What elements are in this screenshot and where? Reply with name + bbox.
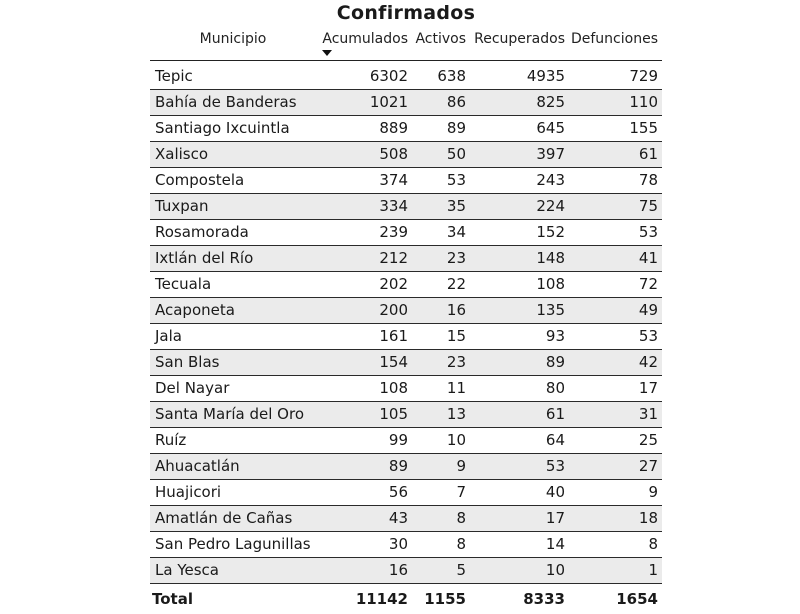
cell-acumulados: 105 [379,405,408,423]
cell-acumulados: 200 [379,301,408,319]
cell-defunciones: 17 [638,379,658,397]
table-row [150,402,662,428]
cell-acumulados: 202 [379,275,408,293]
cell-activos: 34 [446,223,466,241]
cell-defunciones: 61 [638,145,658,163]
col-header-municipio[interactable]: Municipio [199,31,267,47]
table-row [150,532,662,558]
cell-recuperados: 93 [545,327,565,345]
cell-acumulados: 374 [379,171,408,189]
table-row [150,350,662,376]
cell-municipio: La Yesca [155,561,219,579]
cell-acumulados: 89 [388,457,408,475]
cell-acumulados: 43 [388,509,408,527]
cell-recuperados: 17 [545,509,565,527]
table-total-row [150,584,662,612]
col-header-defunciones[interactable]: Defunciones [570,31,658,47]
cell-municipio: San Blas [155,353,220,371]
total-acumulados: 11142 [355,590,408,608]
cell-municipio: Xalisco [155,145,209,163]
cell-defunciones: 729 [629,67,658,85]
cell-municipio: Del Nayar [155,379,230,397]
col-header-recuperados[interactable]: Recuperados [474,31,565,47]
table-row [150,376,662,402]
cell-activos: 50 [446,145,466,163]
cell-municipio: Huajicori [155,483,222,501]
cell-recuperados: 108 [536,275,565,293]
cell-defunciones: 25 [638,431,658,449]
table-row [150,428,662,454]
cell-defunciones: 53 [638,223,658,241]
cell-activos: 86 [446,93,466,111]
total-label: Total [152,590,193,608]
cell-activos: 8 [456,535,466,553]
table-row [150,142,662,168]
cell-defunciones: 1 [648,561,658,579]
cell-municipio: Santiago Ixcuintla [155,119,290,137]
cell-activos: 10 [446,431,466,449]
cell-recuperados: 53 [545,457,565,475]
total-activos: 1155 [424,590,466,608]
cell-recuperados: 152 [536,223,565,241]
cell-defunciones: 72 [638,275,658,293]
col-header-acumulados[interactable]: Acumulados [322,31,408,47]
cell-municipio: Ahuacatlán [155,457,240,475]
cell-municipio: San Pedro Lagunillas [155,535,311,553]
cell-recuperados: 10 [545,561,565,579]
table-row [150,90,662,116]
cell-defunciones: 49 [638,301,658,319]
cell-activos: 53 [446,171,466,189]
table-row [150,454,662,480]
cell-acumulados: 508 [379,145,408,163]
cell-recuperados: 14 [545,535,565,553]
table-row [150,246,662,272]
total-recuperados: 8333 [523,590,565,608]
table-row [150,64,662,90]
cell-activos: 5 [456,561,466,579]
cell-defunciones: 9 [648,483,658,501]
cell-municipio: Bahía de Banderas [155,93,297,111]
cell-acumulados: 30 [388,535,408,553]
cell-activos: 11 [446,379,466,397]
cell-acumulados: 889 [379,119,408,137]
cell-municipio: Ruíz [155,431,187,449]
cell-activos: 7 [456,483,466,501]
cell-acumulados: 108 [379,379,408,397]
cell-acumulados: 1021 [369,93,408,111]
cell-acumulados: 99 [388,431,408,449]
cell-recuperados: 89 [545,353,565,371]
cell-activos: 23 [446,353,466,371]
table-row [150,168,662,194]
cell-activos: 35 [446,197,466,215]
cell-activos: 89 [446,119,466,137]
cell-municipio: Compostela [155,171,245,189]
cell-recuperados: 224 [536,197,565,215]
cell-acumulados: 6302 [369,67,408,85]
cell-defunciones: 31 [638,405,658,423]
cell-activos: 13 [446,405,466,423]
cell-defunciones: 18 [638,509,658,527]
cell-municipio: Tuxpan [155,197,209,215]
cell-defunciones: 8 [648,535,658,553]
table-row [150,194,662,220]
table-row [150,558,662,584]
cell-acumulados: 154 [379,353,408,371]
cell-defunciones: 75 [638,197,658,215]
cell-recuperados: 40 [545,483,565,501]
cell-defunciones: 27 [638,457,658,475]
total-defunciones: 1654 [616,590,658,608]
table-row [150,298,662,324]
cell-recuperados: 397 [536,145,565,163]
cell-recuperados: 243 [536,171,565,189]
cell-recuperados: 135 [536,301,565,319]
cell-recuperados: 148 [536,249,565,267]
cell-defunciones: 53 [638,327,658,345]
cell-activos: 8 [456,509,466,527]
cell-recuperados: 80 [545,379,565,397]
table-row [150,116,662,142]
cell-municipio: Tepic [155,67,193,85]
table-row [150,506,662,532]
cell-defunciones: 78 [638,171,658,189]
table-row [150,272,662,298]
cell-municipio: Tecuala [155,275,212,293]
cell-activos: 16 [446,301,466,319]
table-header [150,26,662,61]
cell-municipio: Rosamorada [155,223,249,241]
cell-recuperados: 64 [545,431,565,449]
sort-descending-icon[interactable] [322,50,332,56]
table-body [150,64,662,584]
cell-activos: 23 [446,249,466,267]
cell-acumulados: 239 [379,223,408,241]
table-row [150,220,662,246]
cell-acumulados: 16 [388,561,408,579]
cell-municipio: Acaponeta [155,301,235,319]
cell-activos: 15 [446,327,466,345]
confirmados-table [150,0,662,612]
cell-municipio: Amatlán de Cañas [155,509,293,527]
table-row [150,324,662,350]
table-title: Confirmados [336,2,476,24]
cell-acumulados: 56 [388,483,408,501]
cell-defunciones: 110 [629,93,658,111]
cell-recuperados: 4935 [526,67,565,85]
cell-recuperados: 61 [545,405,565,423]
col-header-activos[interactable]: Activos [415,31,466,47]
cell-municipio: Jala [155,327,182,345]
cell-recuperados: 645 [536,119,565,137]
table-row [150,480,662,506]
cell-activos: 22 [446,275,466,293]
cell-defunciones: 41 [638,249,658,267]
cell-recuperados: 825 [536,93,565,111]
cell-defunciones: 42 [638,353,658,371]
cell-municipio: Santa María del Oro [155,405,304,423]
cell-acumulados: 161 [379,327,408,345]
cell-acumulados: 212 [379,249,408,267]
cell-municipio: Ixtlán del Río [155,249,254,267]
cell-acumulados: 334 [379,197,408,215]
cell-activos: 638 [437,67,466,85]
cell-activos: 9 [456,457,466,475]
cell-defunciones: 155 [629,119,658,137]
